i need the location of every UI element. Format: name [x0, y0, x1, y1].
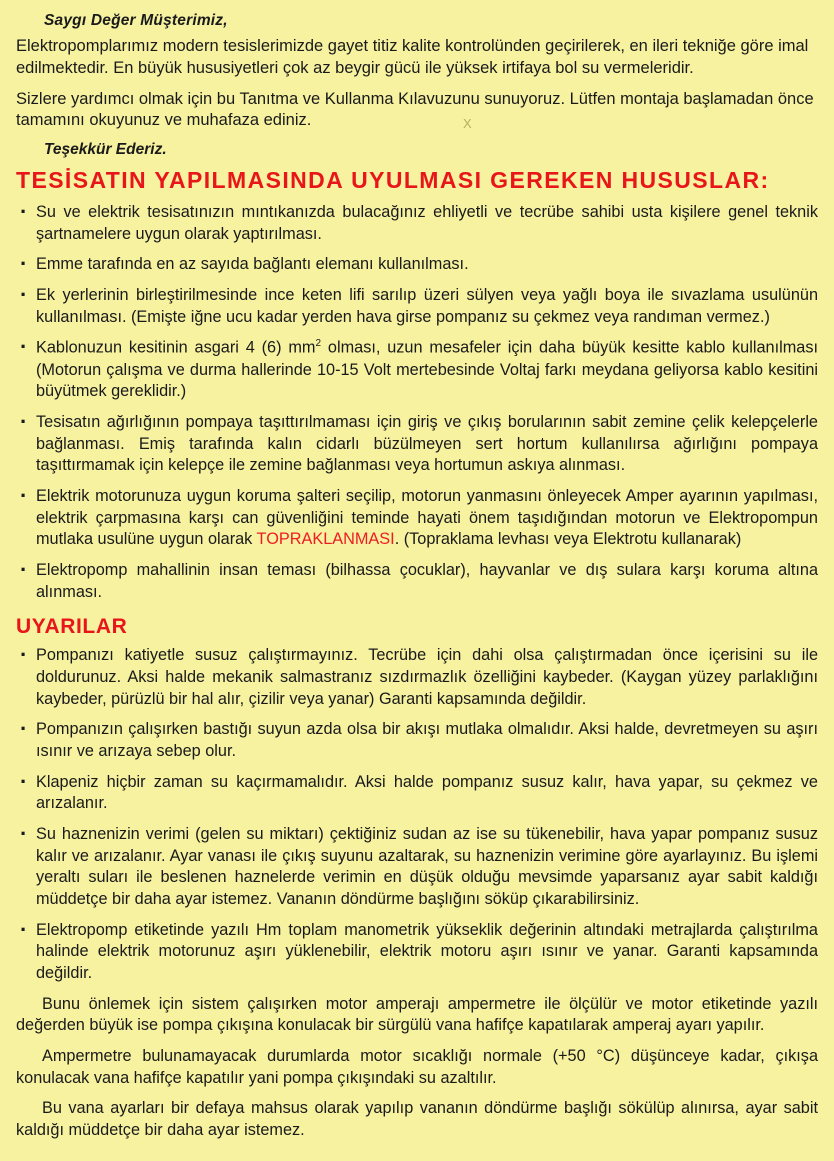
list-item: · Su haznenizin verimi (gelen su miktarı) çektiğiniz sudan az ise su tükenebilir, hava yapar pompanız susuz kalır ve arızalanır. Ayar vanası ile çıkış suyunu azaltarak, su haznenizin verimine göre ayarlayınız. Bu işlemi yeraltı suları ile beslenen haznelerde verimin en düşük olduğu mevsimde yaparsanız ayar sabit kaldığı müddetçe bir daha ayar istemez. Vananın döndürme başlığını söküp çıkarabilirsiniz. — [16, 824, 818, 911]
list-item: · Elektropomp etiketinde yazılı Hm toplam manometrik yükseklik değerinin altındaki metrajlarda çalıştırılma halinde elektrik motorunuz aşırı yüklenebilir, elektrik motoru aşırı ısınır ve yanar. Garanti kapsamında değildir. — [16, 920, 818, 985]
tail-paragraph-2: Ampermetre bulunamayacak durumlarda motor sıcaklığı normale (+50 °C) düşünceye kadar, çıkışa konulacak vana hafifçe kapatılır yani pompa çıkışındaki su azaltılır. — [16, 1046, 818, 1087]
section-heading-installation: TESİSATIN YAPILMASINDA UYULMASI GEREKEN HUSUSLAR: — [16, 167, 770, 194]
list-item: · Tesisatın ağırlığının pompaya taşıttırılmaması için giriş ve çıkış borularının sabit zemine çelik kelepçelerle bağlanması. Emiş tarafında kalın cidarlı büzülmeyen sert hortum kullanılırsa ağırlığını pompaya taşıttırmamak için kelepçe ile zemine bağlanması veya hortumun askıya alınması. — [16, 412, 818, 477]
intro-paragraph-1: Elektropomplarımız modern tesislerimizde gayet titiz kalite kontrolünden geçirilerek, en ileri tekniğe göre imal edilmektedir. En büyük hususiyetleri çok az beygir gücü ile yüksek irtifaya bol su vermeleridir. — [16, 37, 809, 77]
list-item: · Su ve elektrik tesisatınızın mıntıkanızda bulacağınız ehliyetli ve tecrübe sahibi usta kişilere genel teknik şartnamelere uygun olarak yaptırılması. — [16, 202, 818, 245]
list-item: · Emme tarafında en az sayıda bağlantı elemanı kullanılması. — [16, 254, 818, 276]
list-item: · Kablonuzun kesitinin asgari 4 (6) $mm^2$ olması, uzun mesafeler için daha büyük kesitte kablo kullanılması (Motorun çalışma ve durma hallerinde 10-15 Volt mertebesinde Voltaj farkı meydana geliyorsa kablo kesitini büyütmek gereklidir.) — [16, 337, 818, 402]
intro-paragraph-2: Sizlere yardımcı olmak için bu Tanıtma ve Kullanma Kılavuzunu sunuyoruz. Lütfen montaja başlamadan önce tamamını okuyunuz ve muhafaza ediniz. — [16, 89, 814, 130]
tail-paragraph-1: Bunu önlemek için sistem çalışırken motor amperajı ampermetre ile ölçülür ve motor etiketinde yazılı değerden büyük ise pompa çıkışına konulacak bir sürgülü vana hafifçe kapatılarak amperaj ayarı yapılır. — [16, 994, 818, 1035]
list-item-grounding-text: Elektrik motorunuza uygun koruma şalteri seçilip, motorun yanmasını önleyecek Amper ayarının yapılması, elektrik çarpmasına karşı can güvenliğini teminde hayati önem taşıdığından motorun ve Elektropompun mutlaka usulüne uygun olarak TOPRAKLANMASI. (Topraklama levhası veya Elektrotu kullanarak) — [36, 486, 818, 549]
list-item: · Pompanızı katiyetle susuz çalıştırmayınız. Tecrübe için dahi olsa çalıştırmadan önce içerisini su ile doldurunuz. Aksi halde mekanik salmastranız sızdırmazlık özelliğini kaybeder. (Kaygan yüzey parlaklığını kaybeder, pürüzlü bir hal alır, çizilir veya yanar) Garanti kapsamında değildir. — [16, 645, 818, 710]
list-item: · Klapeniz hiçbir zaman su kaçırmamalıdır. Aksi halde pompanız susuz kalır, hava yapar, su çekmez ve arızalanır. — [16, 772, 818, 815]
section-heading-warnings: UYARILAR — [16, 615, 128, 639]
installation-rules-list — [16, 202, 818, 603]
list-item: · Pompanızın çalışırken bastığı suyun azda olsa bir akışı mutlaka olmalıdır. Aksi halde, devretmeyen su aşırı ısınır ve arızaya sebep olur. — [16, 719, 818, 762]
warnings-list — [16, 645, 818, 984]
thanks-text: Teşekkür Ederiz. — [44, 141, 167, 159]
highlighted-term: TOPRAKLANMASI — [256, 530, 395, 549]
list-item: · Ek yerlerinin birleştirilmesinde ince keten lifi sarılıp üzeri sülyen veya yağlı boya ile sıvazlama usulünün kullanılması. (Emişte iğne ucu kadar yerden hava girse pompanız su çekmez veya randıman vermez.) — [16, 285, 818, 328]
tail-paragraph-3: Bu vana ayarları bir defaya mahsus olarak yapılıp vananın döndürme başlığı sökülüp alınırsa, ayar sabit kaldığı müddetçe bir daha ayar istemez. — [16, 1099, 818, 1139]
list-item-grounding — [16, 486, 818, 551]
salutation-text: Saygı Değer Müşterimiz, — [44, 12, 228, 29]
list-item: · Elektropomp mahallinin insan teması (bilhassa çocuklar), hayvanlar ve dış sulara karşı koruma altına alınması. — [16, 560, 818, 603]
scan-artifact-mark: Χ — [463, 116, 472, 131]
